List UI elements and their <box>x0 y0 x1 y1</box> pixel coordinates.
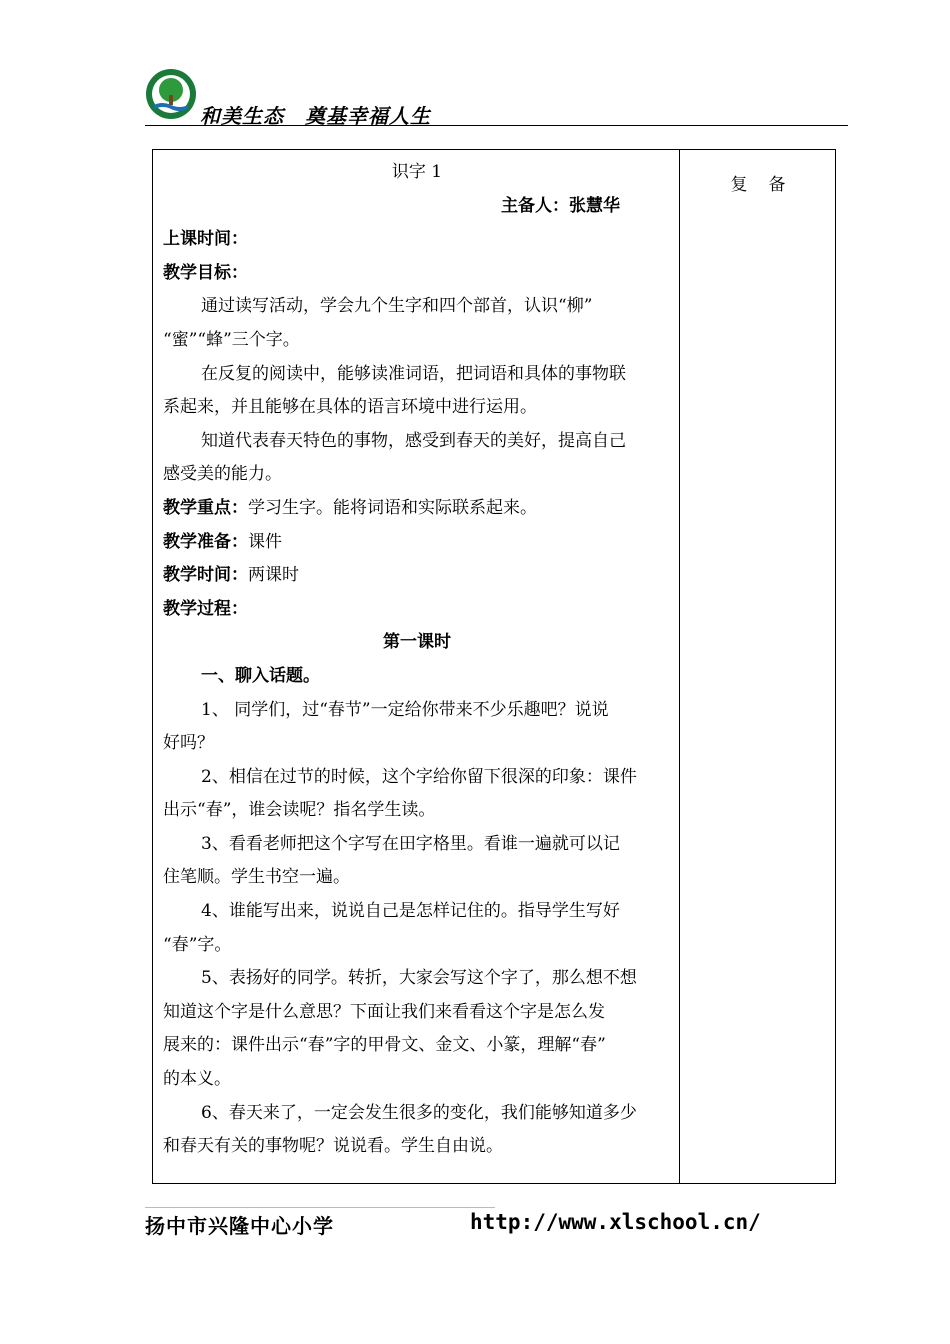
step-4-line-1: 4、谁能写出来，说说自己是怎样记住的。指导学生写好 <box>201 901 620 922</box>
prep-label: 教学准备： <box>163 531 248 552</box>
key-points <box>163 492 671 526</box>
goals-label: 教学目标： <box>163 262 248 283</box>
goal-2-line-2: 系起来，并且能够在具体的语言环境中进行运用。 <box>163 397 537 418</box>
school-name: 扬中市兴隆中心小学 <box>145 1214 334 1238</box>
goal-1-line-1: 通过读写活动，学会九个生字和四个部首，认识“柳” <box>201 296 593 317</box>
step-6-line-1: 6、春天来了，一定会发生很多的变化，我们能够知道多少 <box>201 1102 637 1123</box>
time-label: 教学时间： <box>163 565 248 586</box>
page-footer <box>145 1207 785 1247</box>
school-logo-icon <box>145 68 197 120</box>
preparation <box>163 526 671 560</box>
section-heading: 一、聊入话题。 <box>201 665 320 686</box>
review-column-title: 复 备 <box>730 175 788 195</box>
key-label: 教学重点： <box>163 497 248 518</box>
lesson-plan-table <box>152 149 836 1184</box>
page-header <box>145 68 848 128</box>
goal-3-line-1: 知道代表春天特色的事物，感受到春天的美好，提高自己 <box>201 430 626 451</box>
step-4-line-2: “春”字。 <box>163 934 232 955</box>
preparer: 主备人：张慧华 <box>501 195 620 216</box>
school-url[interactable]: http://www.xlschool.cn/ <box>470 1210 761 1234</box>
step-5-line-4: 的本义。 <box>163 1069 231 1090</box>
step-5-line-3: 展来的：课件出示“春”字的甲骨文、金文、小篆，理解“春” <box>163 1035 606 1056</box>
step-3-line-1: 3、看看老师把这个字写在田字格里。看谁一遍就可以记 <box>201 833 620 854</box>
process-label: 教学过程： <box>163 598 248 619</box>
step-6-line-2: 和春天有关的事物呢？说说看。学生自由说。 <box>163 1136 503 1157</box>
goal-3-line-2: 感受美的能力。 <box>163 464 282 485</box>
step-2-line-2: 出示“春”，谁会读呢？指名学生读。 <box>163 800 436 821</box>
time-value: 两课时 <box>248 565 299 586</box>
goal-1-line-2: “蜜”“蜂”三个字。 <box>163 329 300 350</box>
step-3-line-2: 住笔顺。学生书空一遍。 <box>163 867 350 888</box>
lesson-content <box>163 156 671 1164</box>
teaching-time <box>163 559 671 593</box>
column-divider <box>679 150 680 1183</box>
header-rule <box>145 125 848 126</box>
step-2-line-1: 2、相信在过节的时候，这个字给你留下很深的印象：课件 <box>201 766 637 787</box>
prep-value: 课件 <box>248 531 282 552</box>
step-1-line-2: 好吗？ <box>163 733 214 754</box>
school-motto: 和美生态 奠基幸福人生 <box>200 104 431 128</box>
step-1-line-1: 1、 同学们，过“春节”一定给你带来不少乐趣吧？说说 <box>201 699 609 720</box>
goal-2-line-1: 在反复的阅读中，能够读准词语，把词语和具体的事物联 <box>201 363 626 384</box>
step-5-line-1: 5、表扬好的同学。转折，大家会写这个字了，那么想不想 <box>201 968 637 989</box>
footer-rule <box>145 1207 495 1208</box>
period-title: 第一课时 <box>383 632 451 653</box>
key-value: 学习生字。能将词语和实际联系起来。 <box>248 497 537 518</box>
class-time-label: 上课时间： <box>163 229 248 250</box>
lesson-title: 识字 1 <box>391 162 443 182</box>
step-5-line-2: 知道这个字是什么意思？下面让我们来看看这个字是怎么发 <box>163 1001 605 1022</box>
